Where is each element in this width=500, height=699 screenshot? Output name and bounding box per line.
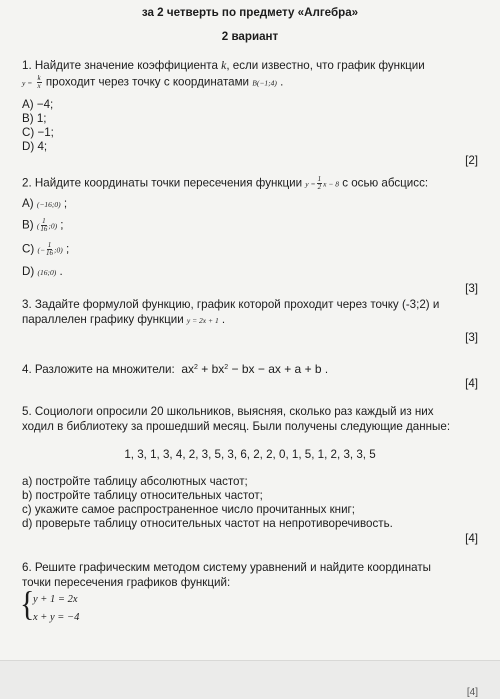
q6-equation-1: y + 1 = 2x [33,594,78,605]
q1-line1: 1. Найдите значение коэффициента k, если известно, что график функции [22,59,425,72]
page-bottom-strip [0,660,500,699]
q2-score: [3] [465,282,478,295]
q1-line2: y = $\frac{k}{x}$ проходит через точку с координатами B(−1;4) . [22,74,284,90]
q3-score: [3] [465,331,478,344]
q4-score: [4] [465,377,478,390]
q1-option-a: A) −4; [22,98,54,111]
q2-option-a: A) (−16;0) ; [22,197,68,210]
q2-option-d: D) (16;0) . [22,265,63,278]
q3-line2: параллелен графику функции y = 2x + 1 . [22,313,226,326]
q5-task-a: a) постройте таблицу абсолютных частот; [22,475,248,488]
q5-task-c: c) укажите самое распространенное число прочитанных книг; [22,503,356,516]
footer-score: [4] [466,687,478,698]
q5-line1: 5. Социологи опросили 20 школьников, выясняя, сколько раз каждый из них [22,405,434,418]
system-brace: { [20,585,35,624]
page-title: за 2 четверть по предмету «Алгебра» [141,6,359,19]
q4-expression: $ax^2 + bx^2$ − bx − ax + a + b [181,362,322,376]
q5-task-d: d) проверьте таблицу относительных частот на непротиворечивость. [22,517,393,530]
q3-line1: 3. Задайте формулой функцию, график которой проходит через точку (-3;2) и [22,298,440,311]
q2-option-b: B) ( $\frac{1}{16}$ ;0) ; [22,217,64,233]
q6-line2: точки пересечения графиков функций: [22,576,231,589]
q4-line: 4. Разложите на множители: $ax^2 + bx^2$ − bx − ax + a + b . [22,362,329,376]
q1-option-d: D) 4; [22,140,48,153]
q2-option-c: C) (− $\frac{1}{16}$ ;0) ; [22,241,70,257]
variant-title: 2 вариант [221,30,279,43]
q5-score: [4] [465,532,478,545]
q6-line1: 6. Решите графическим методом систему уравнений и найдите координаты [22,561,432,574]
q1-score: [2] [465,154,478,167]
q1-fraction: $\frac{k}{x}$ [37,74,41,90]
q1-option-b: B) 1; [22,112,47,125]
q5-task-b: b) постройте таблицу относительных частот; [22,489,263,502]
q2-fraction: $\frac{1}{2}$ [317,175,322,191]
q2-line1: 2. Найдите координаты точки пересечения функции y = $\frac{1}{2}$ x − 8 с осью абсцисс: [22,175,429,191]
q5-data: 1, 3, 1, 3, 4, 2, 3, 5, 3, 6, 2, 2, 0, 1, 5, 1, 2, 3, 3, 5 [124,448,376,461]
q5-line2: ходил в библиотеку за прошедший месяц. Были получены следующие данные: [22,420,451,433]
q1-option-c: C) −1; [22,126,54,139]
q6-equation-2: x + y = −4 [33,612,80,623]
